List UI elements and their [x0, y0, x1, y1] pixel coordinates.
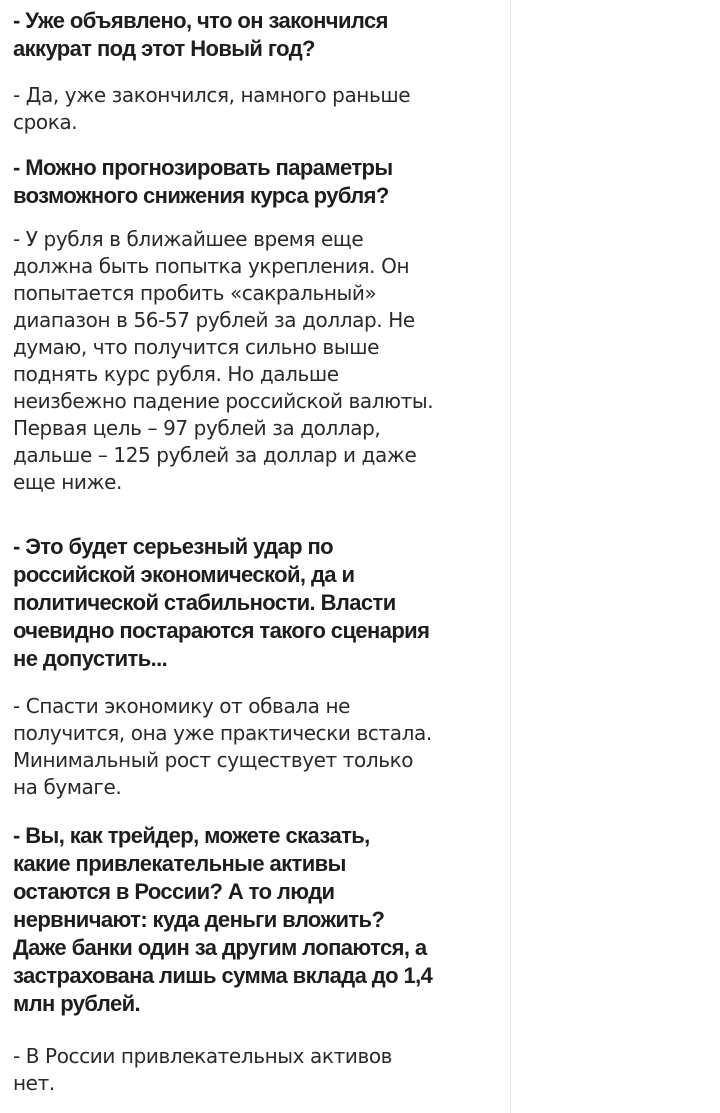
interview-question: - Уже объявлено, что он закончился аккурат под этот Новый год? [13, 8, 388, 61]
interview-question: - Это будет серьезный удар по российской экономической, да и политической стабильности. Власти очевидно постараются такого сценария не допустить... [13, 534, 430, 671]
interview-answer: - В России привлекательных активов нет. [13, 1044, 393, 1095]
interview-answer: - У рубля в ближайшее время еще должна быть попытка укрепления. Он попытается пробить «сакральный» диапазон в 56-57 рублей за доллар. Не думаю, что получится сильно выше поднять курс рубля. Но дальше неизбежно падение российской валюты. Первая цель – 97 рублей за доллар, дальше – 125 рублей за доллар и даже еще ниже. [13, 227, 434, 494]
interview-answer: - Да, уже закончился, намного раньше срока. [13, 83, 411, 134]
interview-question: - Вы, как трейдер, можете сказать, какие привлекательные активы остаются в России? А то люди нервничают: куда деньги вложить? Даже банки один за другим лопаются, а застрахована лишь сумма вклада до 1,4 млн рублей. [13, 823, 433, 1016]
column-divider [510, 0, 511, 1113]
interview-question: - Можно прогнозировать параметры возможного снижения курса рубля? [13, 155, 393, 208]
interview-answer: - Спасти экономику от обвала не получится, она уже практически встала. Минимальный рост существует только на бумаге. [13, 694, 432, 799]
